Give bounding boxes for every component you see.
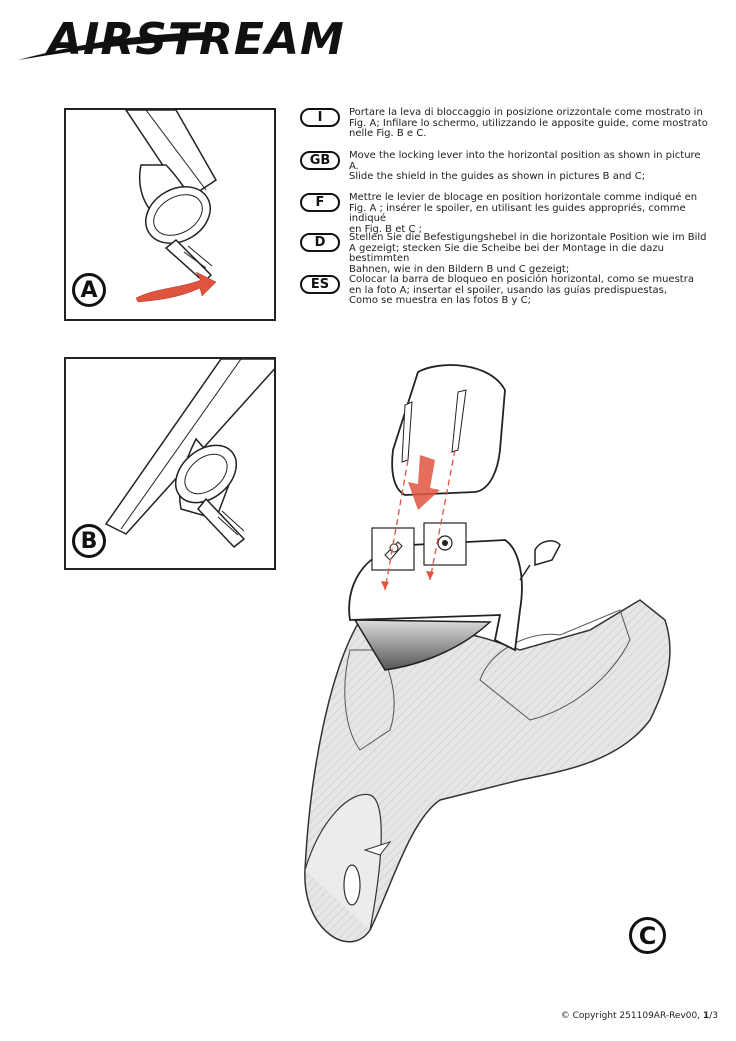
figure-a: [64, 108, 276, 321]
lang-badge-gb: GB: [300, 151, 340, 170]
page-current: 1: [702, 1011, 710, 1021]
airstream-logo: [18, 14, 478, 62]
figure-b-label: B: [72, 524, 106, 558]
instruction-de: [300, 233, 710, 275]
instruction-text-it: Portare la leva di bloccaggio in posizione orizzontale come mostrato in Fig. A; Infilare lo schermo, utilizzando le apposite guide, come mostrato nelle Fig. B e C.: [349, 107, 708, 139]
page-total: /3: [709, 1011, 718, 1021]
instruction-fr: [300, 193, 710, 235]
figure-c-label: C: [629, 917, 666, 954]
motorcycle-windshield-illustration: [290, 350, 690, 970]
figure-b: [64, 357, 276, 570]
instruction-text-es: Colocar la barra de bloqueo en posición horizontal, como se muestra en la foto A; insertar el spoiler, usando las guías predispuestas, Como se muestra en las fotos B y C;: [349, 274, 694, 306]
instruction-es: [300, 275, 710, 307]
instruction-it: [300, 108, 710, 140]
instruction-text-fr: Mettre le levier de blocage en position horizontale comme indiqué en Fig. A ; insérer le spoiler, en utilisant les guides appropriés, comme indiqué en Fig. B et C ;: [349, 192, 698, 235]
lang-badge-it: I: [300, 108, 340, 127]
logo-text: AIRSTREAM: [48, 14, 345, 62]
instruction-text-gb: Move the locking lever into the horizontal position as shown in picture A. Slide the shield in the guides as shown in pictures B and C;: [349, 150, 701, 182]
lang-badge-es: ES: [300, 275, 340, 294]
instruction-gb: [300, 151, 710, 183]
lang-badge-fr: F: [300, 193, 340, 212]
lang-badge-de: D: [300, 233, 340, 252]
figure-a-label: A: [72, 273, 106, 307]
instruction-text-de: Stellen Sie die Befestigungshebel in die horizontale Position wie im Bild A gezeigt; stecken Sie die Scheibe bei der Montage in die dazu bestimmten Bahnen, wie in den Bildern B und C gezeigt;: [349, 232, 707, 275]
copyright-footer: © Copyright 251109AR-Rev00, 1/3: [560, 1011, 718, 1021]
